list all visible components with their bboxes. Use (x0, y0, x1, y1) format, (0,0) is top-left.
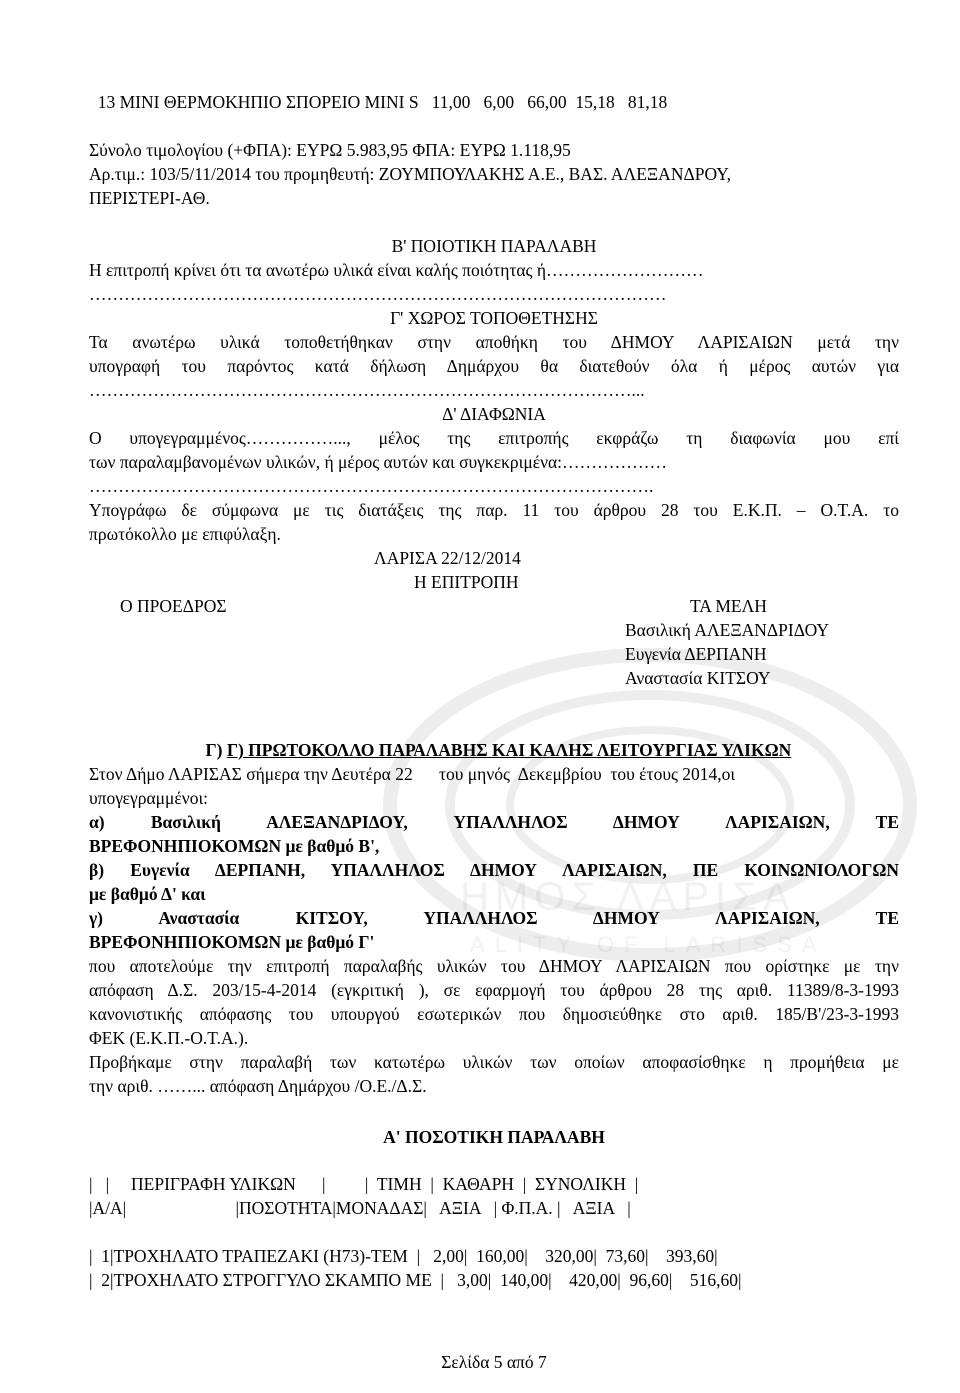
member-c-cont: ΒΡΕΦΟΝΗΠΙΟΚΟΜΩΝ με βαθμό Γ' (89, 932, 375, 952)
member-name: Ευγενία ΔΕΡΠΑΝΗ (625, 644, 767, 664)
page-footer: Σελίδα 5 από 7 (441, 1352, 547, 1372)
body-text: που αποτελούμε την επιτροπή παραλαβής υλικών του ΔΗΜΟΥ ΛΑΡΙΣΑΙΩΝ που ορίστηκε με την (89, 956, 899, 976)
member-b: β) Ευγενία ΔΕΡΠΑΝΗ, ΥΠΑΛΛΗΛΟΣ ΔΗΜΟΥ ΛΑΡΙΣΑΙΩΝ, ΠΕ ΚΟΙΝΩΝΙΟΛΟΓΩΝ (89, 860, 899, 880)
president-label: Ο ΠΡΟΕΔΡΟΣ (120, 596, 227, 616)
body-text: Προβήκαμε στην παραλαβή των κατωτέρω υλικών των οποίων αποφασίσθηκε η προμήθεια με (89, 1052, 899, 1072)
member-a-cont: ΒΡΕΦΟΝΗΠΙΟΚΟΜΩΝ με βαθμό Β', (89, 836, 380, 856)
section-b-title: Β' ΠΟΙΟΤΙΚΗ ΠΑΡΑΛΑΒΗ (391, 236, 597, 256)
intro-text-cont: υπογεγραμμένοι: (89, 788, 209, 808)
body-text: ΦΕΚ (Ε.Κ.Π.-Ο.Τ.Α.). (89, 1028, 249, 1048)
intro-text: Στον Δήμο ΛΑΡΙΣΑΣ σήμερα την Δευτέρα 22 του μηνός Δεκεμβρίου του έτους 2014,οι (89, 764, 736, 784)
section-d-text: Ο υπογεγραμμένος……………..., μέλος της επιτροπής εκφράζω τη διαφωνία μου επί (89, 428, 899, 448)
member-name: Βασιλική ΑΛΕΞΑΝΔΡΙΔΟΥ (625, 620, 830, 640)
place-date: ΛΑΡΙΣΑ 22/12/2014 (374, 548, 521, 568)
invoice-details-cont: ΠΕΡΙΣΤΕΡΙ-ΑΘ. (89, 188, 210, 208)
member-name: Αναστασία ΚΙΤΣΟΥ (625, 668, 771, 688)
section-a-title: Α' ΠΟΣΟΤΙΚΗ ΠΑΡΑΛΑΒΗ (383, 1127, 605, 1147)
body-text: την αριθ. ……... απόφαση Δημάρχου /Ο.Ε./Δ.Σ. (89, 1076, 427, 1096)
watermark-text: ΗΜΟΣ ΛΑΡΙΣΑ (460, 875, 796, 919)
section-d-title: Δ' ΔΙΑΦΩΝΙΑ (442, 404, 546, 424)
dotted-line: …………………………………………………………………………………... (89, 380, 645, 400)
members-label: ΤΑ ΜΕΛΗ (690, 596, 767, 616)
member-b-cont: με βαθμό Δ' και (89, 884, 206, 904)
invoice-details: Αρ.τιμ.: 103/5/11/2014 του προμηθευτή: ΖΟΥΜΠΟΥΛΑΚΗΣ Α.Ε., ΒΑΣ. ΑΛΕΞΑΝΔΡΟΥ, (89, 164, 731, 184)
section-c-text-cont: υπογραφή του παρόντος κατά δήλωση Δημάρχου θα διατεθούν όλα ή μέρος αυτών για (89, 356, 899, 376)
dotted-line: ……………………………………………………………………………………. (89, 476, 654, 496)
protocol-title-text: Γ) ΠΡΩΤΟΚΟΛΛΟ ΠΑΡΑΛΑΒΗΣ ΚΑΙ ΚΑΛΗΣ ΛΕΙΤΟΥΡΓΙΑΣ ΥΛΙΚΩΝ (226, 740, 792, 760)
table-header: |Α/Α| |ΠΟΣΟΤΗΤΑ|ΜΟΝΑΔΑΣ| ΑΞΙΑ | Φ.Π.Α. | ΑΞΙΑ | (89, 1198, 631, 1218)
body-text: απόφαση Δ.Σ. 203/15-4-2014 (εγκριτική ), σε εφαρμογή του άρθρου 28 της αριθ. 11389/8-3-1993 (89, 980, 899, 1000)
invoice-total: Σύνολο τιμολογίου (+ΦΠΑ): ΕΥΡΩ 5.983,95 ΦΠΑ: ΕΥΡΩ 1.118,95 (89, 140, 571, 160)
table-row: | 1|ΤΡΟΧΗΛΑΤΟ ΤΡΑΠΕΖΑΚΙ (Η73)-ΤΕΜ | 2,00| 160,00| 320,00| 73,60| 393,60| (89, 1246, 718, 1266)
section-b-text: Η επιτροπή κρίνει ότι τα ανωτέρω υλικά είναι καλής ποιότητας ή……………………… (89, 260, 704, 280)
protocol-title-prefix: Γ) (205, 740, 227, 760)
table-row: | 2|ΤΡΟΧΗΛΑΤΟ ΣΤΡΟΓΓΥΛΟ ΣΚΑΜΠΟ ΜΕ | 3,00| 140,00| 420,00| 96,60| 516,60| (89, 1270, 742, 1290)
committee-label: Η ΕΠΙΤΡΟΠΗ (414, 572, 519, 592)
section-c-text: Τα ανωτέρω υλικά τοποθετήθηκαν στην αποθήκη του ΔΗΜΟΥ ΛΑΡΙΣΑΙΩΝ μετά την (89, 332, 899, 352)
body-text: κανονιστικής απόφασης του υπουργού εσωτερικών που δημοσιεύθηκε στο αριθ. 185/Β'/23-3-1993 (89, 1004, 899, 1024)
watermark-text: ALITY OF LARISSA (470, 932, 827, 957)
previous-table-row: 13 ΜΙΝΙ ΘΕΡΜΟΚΗΠΙΟ ΣΠΟΡΕΙΟ ΜΙΝΙ S 11,00 6,00 66,00 15,18 81,18 (89, 92, 668, 112)
member-a: α) Βασιλική ΑΛΕΞΑΝΔΡΙΔΟΥ, ΥΠΑΛΛΗΛΟΣ ΔΗΜΟΥ ΛΑΡΙΣΑΙΩΝ, ΤΕ (89, 812, 899, 832)
signature-note-cont: πρωτόκολλο με επιφύλαξη. (89, 524, 281, 544)
signature-note: Υπογράφω δε σύμφωνα με τις διατάξεις της παρ. 11 του άρθρου 28 του Ε.Κ.Π. – Ο.Τ.Α. το (89, 500, 899, 520)
section-c-title: Γ' ΧΩΡΟΣ ΤΟΠΟΘΕΤΗΣΗΣ (390, 308, 598, 328)
table-header: | | ΠΕΡΙΓΡΑΦΗ ΥΛΙΚΩΝ | | ΤΙΜΗ | ΚΑΘΑΡΗ | ΣΥΝΟΛΙΚΗ | (89, 1174, 639, 1194)
section-d-text-cont: των παραλαμβανομένων υλικών, ή μέρος αυτών και συγκεκριμένα:……………… (89, 452, 668, 472)
protocol-title (89, 714, 899, 762)
member-c: γ) Αναστασία ΚΙΤΣΟΥ, ΥΠΑΛΛΗΛΟΣ ΔΗΜΟΥ ΛΑΡΙΣΑΙΩΝ, ΤΕ (89, 908, 899, 928)
dotted-line: ……………………………………………………………………………………… (89, 284, 667, 304)
